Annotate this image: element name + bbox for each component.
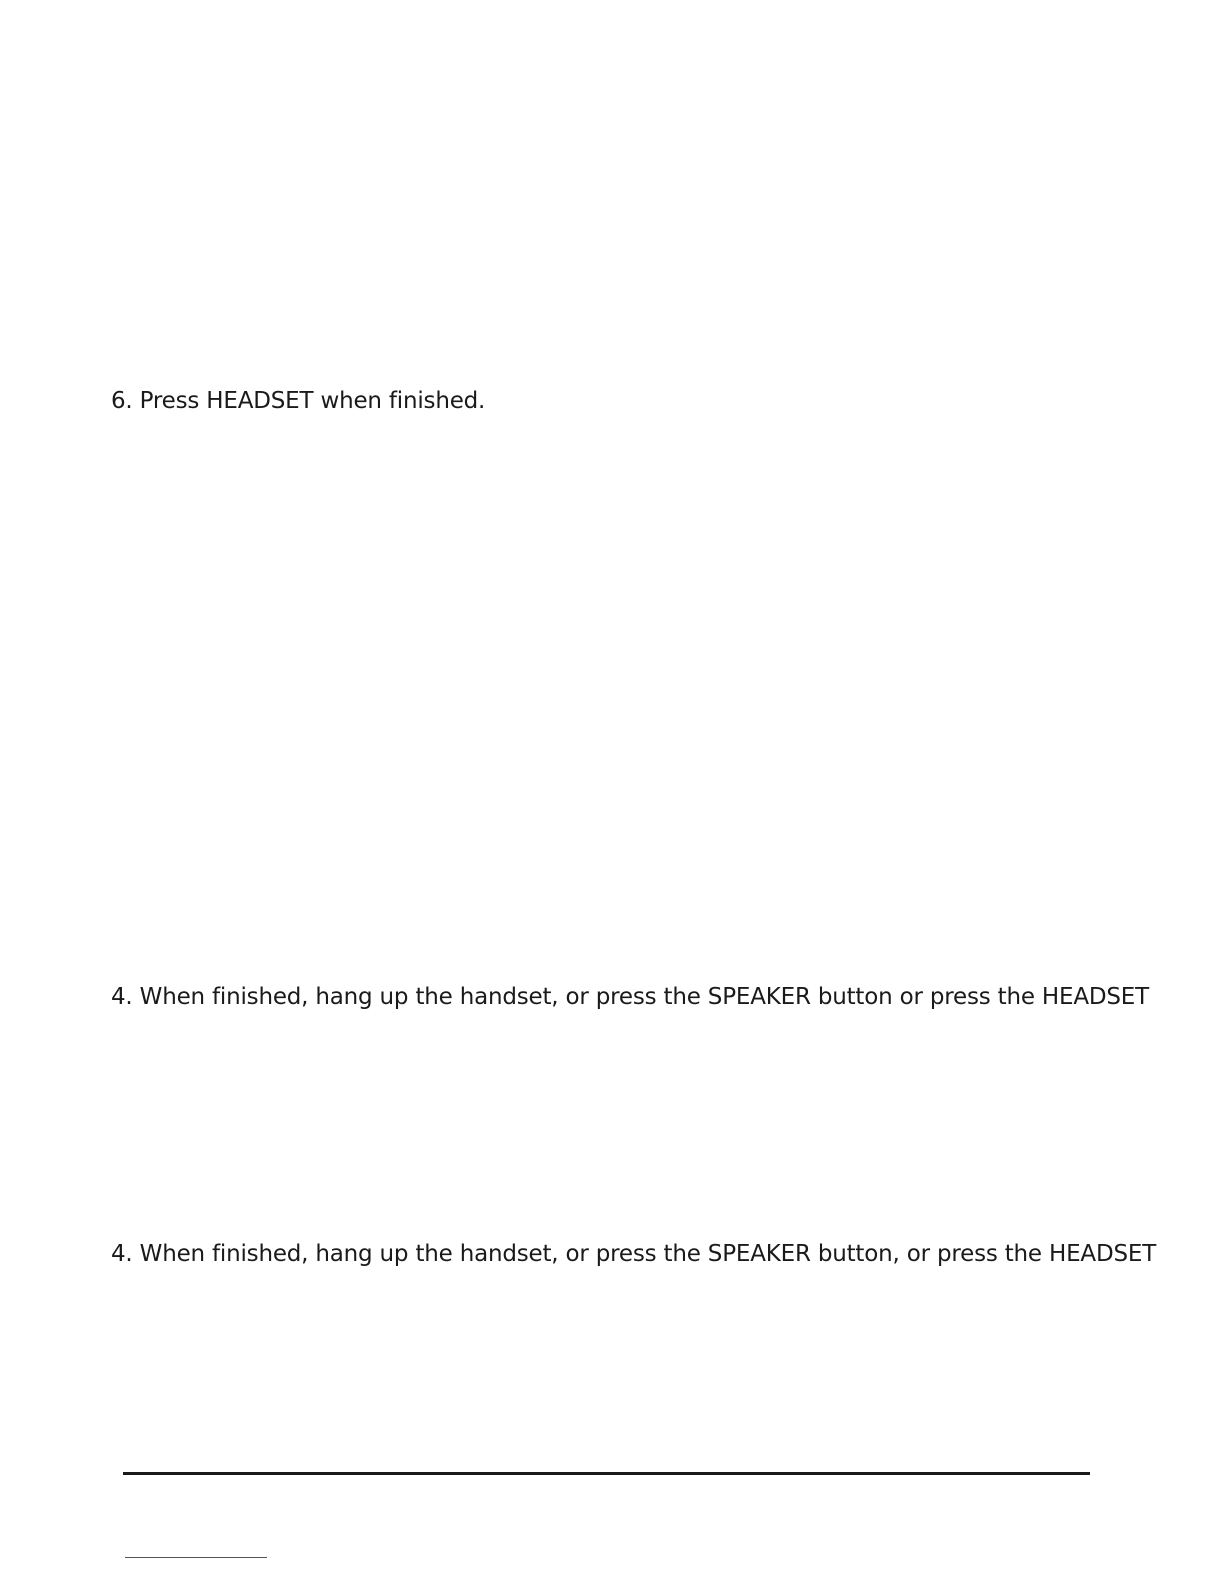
- instruction-step-6: 6. Press HEADSET when finished.: [111, 388, 486, 414]
- footer-link-underline[interactable]: [125, 1557, 267, 1558]
- instruction-step-4-speaker: 4. When finished, hang up the handset, or press the SPEAKER button or press the HEADSET: [111, 984, 1149, 1010]
- footer-divider: [123, 1472, 1090, 1475]
- instruction-step-4-speaker-alt: 4. When finished, hang up the handset, or press the SPEAKER button, or press the HEADSET: [111, 1241, 1157, 1267]
